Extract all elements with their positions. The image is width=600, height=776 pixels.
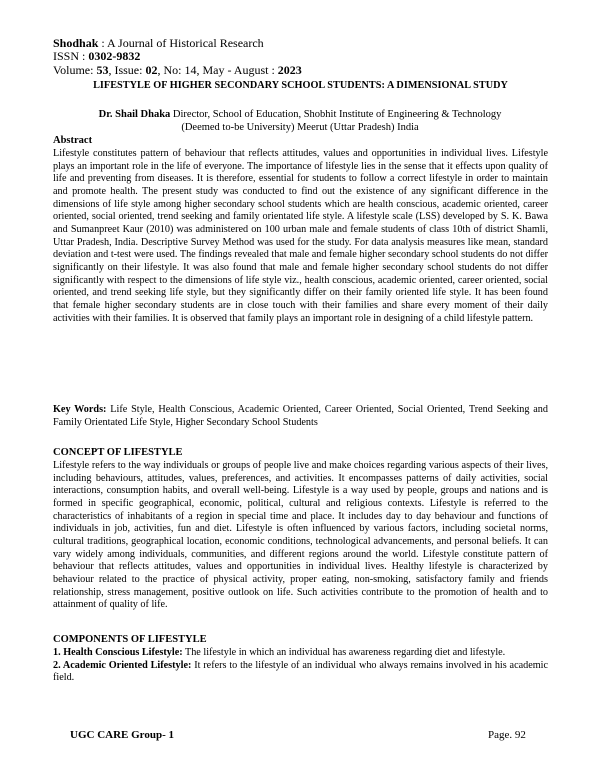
page-number: Page. 92: [488, 729, 526, 741]
author-affiliation: Director, School of Education, Shobhit Institute of Engineering & Technology: [170, 109, 502, 120]
components-list: [53, 647, 548, 685]
author-line: [40, 109, 560, 122]
journal-header: [53, 37, 548, 77]
abstract-text: Lifestyle constitutes pattern of behaviour that reflects attitudes, values and opportunities in individual lives. Lifestyle plays an important role in the life of everyone. The importance of lifestyle lies in the sense that it effects upon quality of life and preventing from diseases. It is therefore, essential for students to follow a correct lifestyle in order to maintain and promote health. The present study was conducted to find out the existence of any significant difference in the dimensions of life style among higher secondary school students which are health conscious, academic oriented, career oriented, social oriented, trend seeking and family orientated life style. A lifestyle scale (LSS) developed by S. K. Bawa and Sumanpreet Kaur (2010) was administered on 100 urban male and female students of class 10th of district Shamli, Uttar Pradesh, India. Descriptive Survey Method was used for the study. For data analysis measures like mean, standard deviation and t-test were used. The findings revealed that male and female higher secondary school students do not differ significantly on their lifestyle. It was also found that male and female higher secondary school students do not differ significantly with respect to the dimensions of life style viz., health conscious, academic oriented, career oriented, social oriented, and trend seeking life style, but they significantly differ on their family oriented life style. It has been found that female higher secondary students are in close touch with their families and share every moment of their daily activities with their families. It is observed that family plays an important role in designing of a child lifestyle pattern.: [53, 148, 548, 324]
concept-heading: CONCEPT OF LIFESTYLE: [53, 447, 183, 458]
concept-text: Lifestyle refers to the way individuals or groups of people live and make choices regarding various aspects of their lives, including behaviours, attitudes, values, preferences, and activities. It encompasses patterns of daily activities, social interactions, consumption habits, and overall well-being. Lifestyle is a way used by people, groups and nations and is formed in specific geographical, economic, political, cultural and religious contexts. Lifestyle is referred to the characteristics of inhabitants of a region in special time and place. It includes day to day behaviour and functions of individuals in job, activities, fun and diet. Lifestyle is often influenced by various factors, including societal norms, cultural traditions, geographical location, economic conditions, technological advancements, and personal beliefs. It can vary widely among individuals, communities, and different regions around the world. Lifestyle constitute pattern of behaviour that reflects attitudes, values and opportunities in individual lives. Healthy lifestyle is characterized by behaviour related to the practice of physical activity, proper eating, non-smoking, satisfactory family and friends relationship, stress management, positive outlook on life. Such activities contribute to the promotion of health and to attainment of quality of life.: [53, 460, 548, 611]
component-text: It refers to the lifestyle of an individual who always remains involved in his academic field.: [53, 659, 549, 684]
keywords-label: Key Words:: [53, 404, 107, 415]
year-value: 2023: [277, 62, 302, 77]
issn-label: ISSN :: [53, 49, 89, 64]
list-item: [53, 660, 548, 685]
author-name: Dr. Shail Dhaka: [98, 109, 171, 120]
components-heading: COMPONENTS OF LIFESTYLE: [53, 634, 207, 645]
author-affiliation-line2: (Deemed to-be University) Meerut (Uttar Pradesh) India: [181, 121, 419, 133]
list-item: [53, 647, 548, 660]
volume-label: Volume:: [53, 62, 97, 77]
journal-line: [53, 37, 548, 50]
component-label: 1. Health Conscious Lifestyle:: [53, 647, 183, 658]
volume-value: 53: [96, 62, 109, 77]
volume-line: [53, 64, 548, 77]
journal-name: Shodhak: [53, 36, 99, 50]
component-text: The lifestyle in which an individual has awareness regarding diet and lifestyle.: [182, 647, 506, 658]
issn-value: 0302-9832: [88, 49, 141, 64]
issue-label: , Issue:: [108, 62, 146, 77]
footer-left: UGC CARE Group- 1: [70, 729, 175, 741]
component-label: 2. Academic Oriented Lifestyle:: [53, 659, 192, 671]
keywords-text: Life Style, Health Conscious, Academic Oriented, Career Oriented, Social Oriented, Trend Seeking and Family Orientated Life Style, Higher Secondary School Students: [53, 404, 548, 428]
paper-title: LIFESTYLE OF HIGHER SECONDARY SCHOOL STUDENTS: A DIMENSIONAL STUDY: [93, 80, 508, 91]
abstract-heading: Abstract: [53, 135, 93, 146]
number-label: , No: 14, May - August :: [157, 62, 278, 77]
author-block: [40, 109, 560, 134]
keywords: [53, 404, 548, 429]
journal-subtitle: : A Journal of Historical Research: [98, 36, 264, 50]
issue-value: 02: [145, 62, 158, 77]
issn-line: [53, 50, 548, 63]
